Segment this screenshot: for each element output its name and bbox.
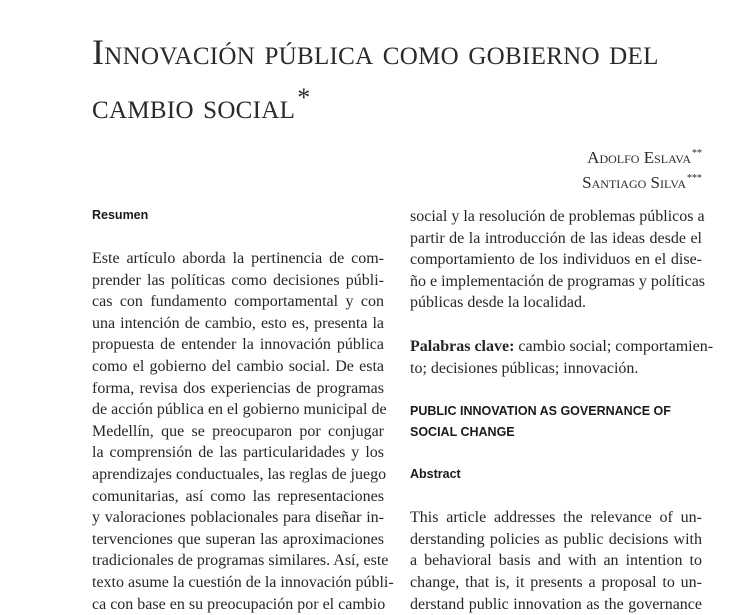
- left-column: [92, 205, 384, 615]
- article-title-text: Innovación pública como gobierno del cambio social: [92, 32, 659, 126]
- abstract-body: [410, 507, 702, 615]
- abstract-line: cas con fundamento comportamental y con: [92, 291, 384, 313]
- title-footnote-mark: *: [297, 83, 310, 112]
- author-name: Santiago Silva: [582, 173, 686, 192]
- abstract-line: de acción pública en el gobierno municipal de: [92, 399, 384, 421]
- abstract-line: propuesta de entender la innovación pública: [92, 334, 384, 356]
- abstract-line: change, that is, it presents a proposal to un-: [410, 572, 702, 594]
- author-name: Adolfo Eslava: [587, 148, 691, 167]
- english-title-line: SOCIAL CHANGE: [410, 422, 702, 443]
- abstract-line: tradicionales de programas similares. Así, este: [92, 550, 384, 572]
- continuation-line: partir de la introducción de las ideas desde el: [410, 228, 702, 250]
- english-title-line: PUBLIC INNOVATION AS GOVERNANCE OF: [410, 401, 702, 422]
- resumen-body: [92, 248, 384, 615]
- article-title: [92, 30, 732, 129]
- abstract-line: como el gobierno del cambio social. De esta: [92, 356, 384, 378]
- author-footnote-mark: ***: [687, 173, 702, 184]
- author-footnote-mark: **: [692, 148, 702, 159]
- abstract-line: forma, revisa dos experiencias de programas: [92, 378, 384, 400]
- abstract-line: comunitarias, así como las representaciones: [92, 486, 384, 508]
- abstract-line: prender las políticas como decisiones públi-: [92, 270, 384, 292]
- resumen-heading: Resumen: [92, 205, 384, 226]
- continuation-line: públicas desde la localidad.: [410, 292, 702, 314]
- abstract-line: texto asume la cuestión de la innovación públi-: [92, 572, 384, 594]
- author-block: [582, 143, 702, 193]
- keywords-label: Palabras clave:: [410, 338, 514, 355]
- abstract-line: aprendizajes conductuales, las reglas de juego: [92, 464, 384, 486]
- abstract-line: y valoraciones poblacionales para diseñar in-: [92, 507, 384, 529]
- abstract-line: This article addresses the relevance of un-: [410, 507, 702, 529]
- continuation-line: ño e implementación de programas y políticas: [410, 271, 702, 293]
- resumen-continuation: [410, 206, 702, 314]
- continuation-line: social y la resolución de problemas públicos a: [410, 206, 702, 228]
- keywords: [410, 336, 702, 379]
- abstract-line: derstanding policies as public decisions with: [410, 529, 702, 551]
- abstract-line: a behavioral basis and with an intention to: [410, 550, 702, 572]
- right-column: [410, 206, 702, 615]
- abstract-line: tervenciones que superan las aproximaciones: [92, 529, 384, 551]
- abstract-line: la comprensión de las particularidades y los: [92, 442, 384, 464]
- english-title: [410, 401, 702, 443]
- abstract-line: derstand public innovation as the governance: [410, 594, 702, 615]
- continuation-line: comportamiento de los individuos en el dise-: [410, 249, 702, 271]
- keywords-line: [410, 336, 702, 358]
- abstract-heading: Abstract: [410, 464, 702, 485]
- abstract-line: una intención de cambio, esto es, presenta la: [92, 313, 384, 335]
- author-2: [582, 168, 702, 193]
- keywords-text: cambio social; comportamien-: [518, 338, 713, 355]
- abstract-line: ca con base en su preocupación por el cambio: [92, 594, 384, 615]
- author-1: [582, 143, 702, 168]
- keywords-line: to; decisiones públicas; innovación.: [410, 358, 702, 380]
- abstract-line: Este artículo aborda la pertinencia de com-: [92, 248, 384, 270]
- abstract-line: Medellín, que se preocuparon por conjugar: [92, 421, 384, 443]
